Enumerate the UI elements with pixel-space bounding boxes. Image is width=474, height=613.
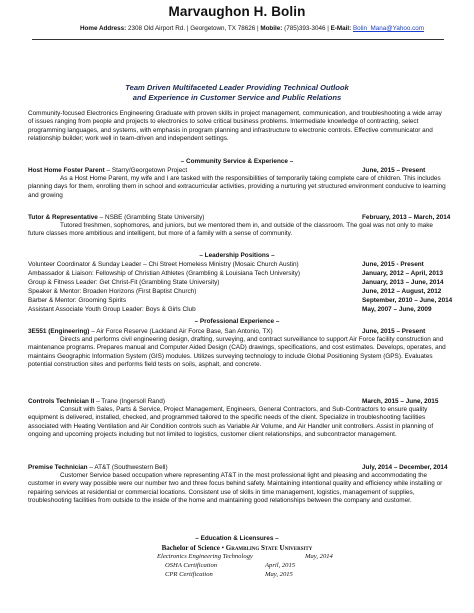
- professional-entry-2-desc: Consult with Sales, Parts & Service, Project Management, Engineers, General Contractors, and Sub-Contractors to ensure quality equipment is delivered, installed, checked, and programmed tailored to the specific needs of the client. Specialize in troubleshooting facilities associated with Heating Ventilation and Air Condition controls such as Variable Air Volume, and Air Handler unit controllers. Assist in planning of ongoing and upcoming projects including but not limited to logistics, customer client relationships, and subcontractor management.: [28, 406, 434, 439]
- leadership-row: Volunteer Coordinator & Sunday Leader – Chi Street Homeless Ministry (Mosaic Church Austin) June, 2015 - Present: [28, 261, 424, 268]
- email-link[interactable]: Bolin_Mana@Yahoo.com: [352, 25, 425, 32]
- major: Electronics Engineering Technology: [157, 553, 253, 560]
- entry-dates: February, 2013 – March, 2014: [362, 214, 451, 221]
- entry-title: Premise Technician: [28, 464, 88, 471]
- leadership-row: Barber & Mentor: Grooming Spirits September, 2010 – June, 2014: [28, 297, 453, 304]
- degree: Bachelor of Science: [161, 544, 220, 552]
- section-header-leadership: – Leadership Positions –: [199, 252, 275, 259]
- cert-name: CPR Certification: [165, 571, 213, 578]
- entry-org: – Starry/Georgetown Project: [106, 167, 188, 174]
- professional-entry-1-desc: Directs and performs civil engineering design, drafting, surveying, and contract surveillance to support Air Force facility construction and maintenance programs. Prepares manual and Computer Aided Design (CAD) drawings, specifications, and cost estimates. Develops, operates, and maintains Geographic Information System (GIS) modules. Utilizes surveying technology to include Global Positioning System (GPS). Evaluates potential construction sites and performs field tests on soils, asphalt, and concrete.: [28, 336, 446, 369]
- school: Grambling State University: [225, 544, 313, 552]
- professional-entry-2-header: [28, 397, 446, 406]
- professional-entry-3-header: [28, 463, 446, 472]
- degree-line: Bachelor of Science • Grambling State University: [161, 544, 313, 552]
- leadership-row: Ambassador & Liaison: Fellowship of Christian Athletes (Grambling & Louisiana Tech University) January, 2012 – April, 2013: [28, 270, 443, 277]
- summary-paragraph: Community-focused Electronics Engineering Graduate with proven skills in project management, communication, and troubleshooting a wide array of issues ranging from people and projects to electronics to solve critical business problems. Intermediate knowledge of contracting, select programming languages, and systems, with emphasis in program planning and infrastructure to electronic controls. Effective communicator and relationship builder; work well in team-driven and independent settings.: [28, 110, 442, 143]
- header-divider: [32, 39, 444, 40]
- tagline-line-2: and Experience in Customer Service and Public Relations: [132, 93, 342, 102]
- professional-entry-1-header: [28, 327, 446, 336]
- entry-org: – Trane (Ingersoll Rand): [96, 398, 165, 405]
- community-entry-1-desc: As a Host Home Parent, my wife and I are tasked with the responsibilities of temporarily taking complete care of children. This includes planning days for them, enrolling them in school and extracurricular activities, providing a nurturing yet structured environment conducive to learning and growing: [28, 175, 446, 199]
- cert-name: OSHA Certification: [165, 562, 218, 569]
- community-entry-2-desc: Tutored freshmen, sophomores, and juniors, but we mentored them in, and outside of the classroom. The goal was not only to make future classes more ambitious and intelligent, but more of a family with a sense of community.: [28, 222, 433, 238]
- mobile-label: Mobile:: [260, 25, 283, 32]
- leadership-row: Assistant Associate Youth Group Leader: Boys & Girls Club May, 2007 – June, 2009: [28, 306, 432, 313]
- entry-dates: July, 2014 – December, 2014: [362, 464, 448, 471]
- cert-date: May, 2015: [265, 571, 293, 578]
- section-header-education: – Education & Licensures –: [195, 535, 279, 542]
- resume-name: Marvaughon H. Bolin: [168, 4, 306, 19]
- entry-dates: June, 2015 – Present: [362, 167, 426, 174]
- contact-line: [42, 25, 462, 32]
- tagline-line-1: Team Driven Multifaceted Leader Providing Technical Outlook: [125, 83, 349, 92]
- mobile-value: (785)393-3046 |: [284, 25, 329, 32]
- entry-title: Controls Technician II: [28, 398, 95, 405]
- entry-dates: June, 2015 – Present: [362, 328, 426, 335]
- cert-date: April, 2015: [265, 562, 296, 569]
- email-label: E-Mail:: [330, 25, 352, 32]
- cert-row: [165, 562, 365, 570]
- entry-title: 3E551 (Engineering): [28, 328, 90, 335]
- entry-title: Host Home Foster Parent: [28, 167, 105, 174]
- entry-org: – Air Force Reserve (Lackland Air Force Base, San Antonio, TX): [91, 328, 273, 335]
- community-entry-1-header: [28, 166, 446, 175]
- major-date: May, 2014: [305, 553, 333, 560]
- leadership-row: Group & Fitness Leader: Get Christ-Fit (Grambling State University) January, 2013 – June, 2014: [28, 279, 444, 286]
- section-header-professional: – Professional Experience –: [194, 318, 280, 325]
- entry-title: Tutor & Representative: [28, 214, 98, 221]
- entry-dates: March, 2015 – June, 2015: [362, 398, 439, 405]
- section-header-community: – Community Service & Experience –: [180, 158, 294, 165]
- address-value: 2308 Old Airport Rd. | Georgetown, TX 78626 |: [128, 25, 259, 32]
- cert-row: [165, 571, 365, 579]
- address-label: Home Address:: [79, 25, 127, 32]
- leadership-row: Speaker & Mentor: Broaden Horizons (First Baptist Church) June, 2012 – August, 2012: [28, 288, 442, 295]
- professional-entry-3-desc: Customer Service based occupation where representing AT&T in the most professional light and pleasing and accommodating the customer in every way possible were our number two and three focus behind safety. Maintaining intentional quality and efficiency while installing or repairing services at residential or commercial locations. Consistent use of skills in time management, logistics, management of supplies, troubleshooting facilities from outside to the inside of the home and maintaining good relationships between the company and customer.: [28, 472, 443, 505]
- community-entry-2-header: [28, 213, 451, 222]
- entry-org: – AT&T (Southwestern Bell): [89, 464, 168, 471]
- major-row: [157, 553, 365, 561]
- entry-org: – NSBE (Grambling State University): [99, 214, 205, 221]
